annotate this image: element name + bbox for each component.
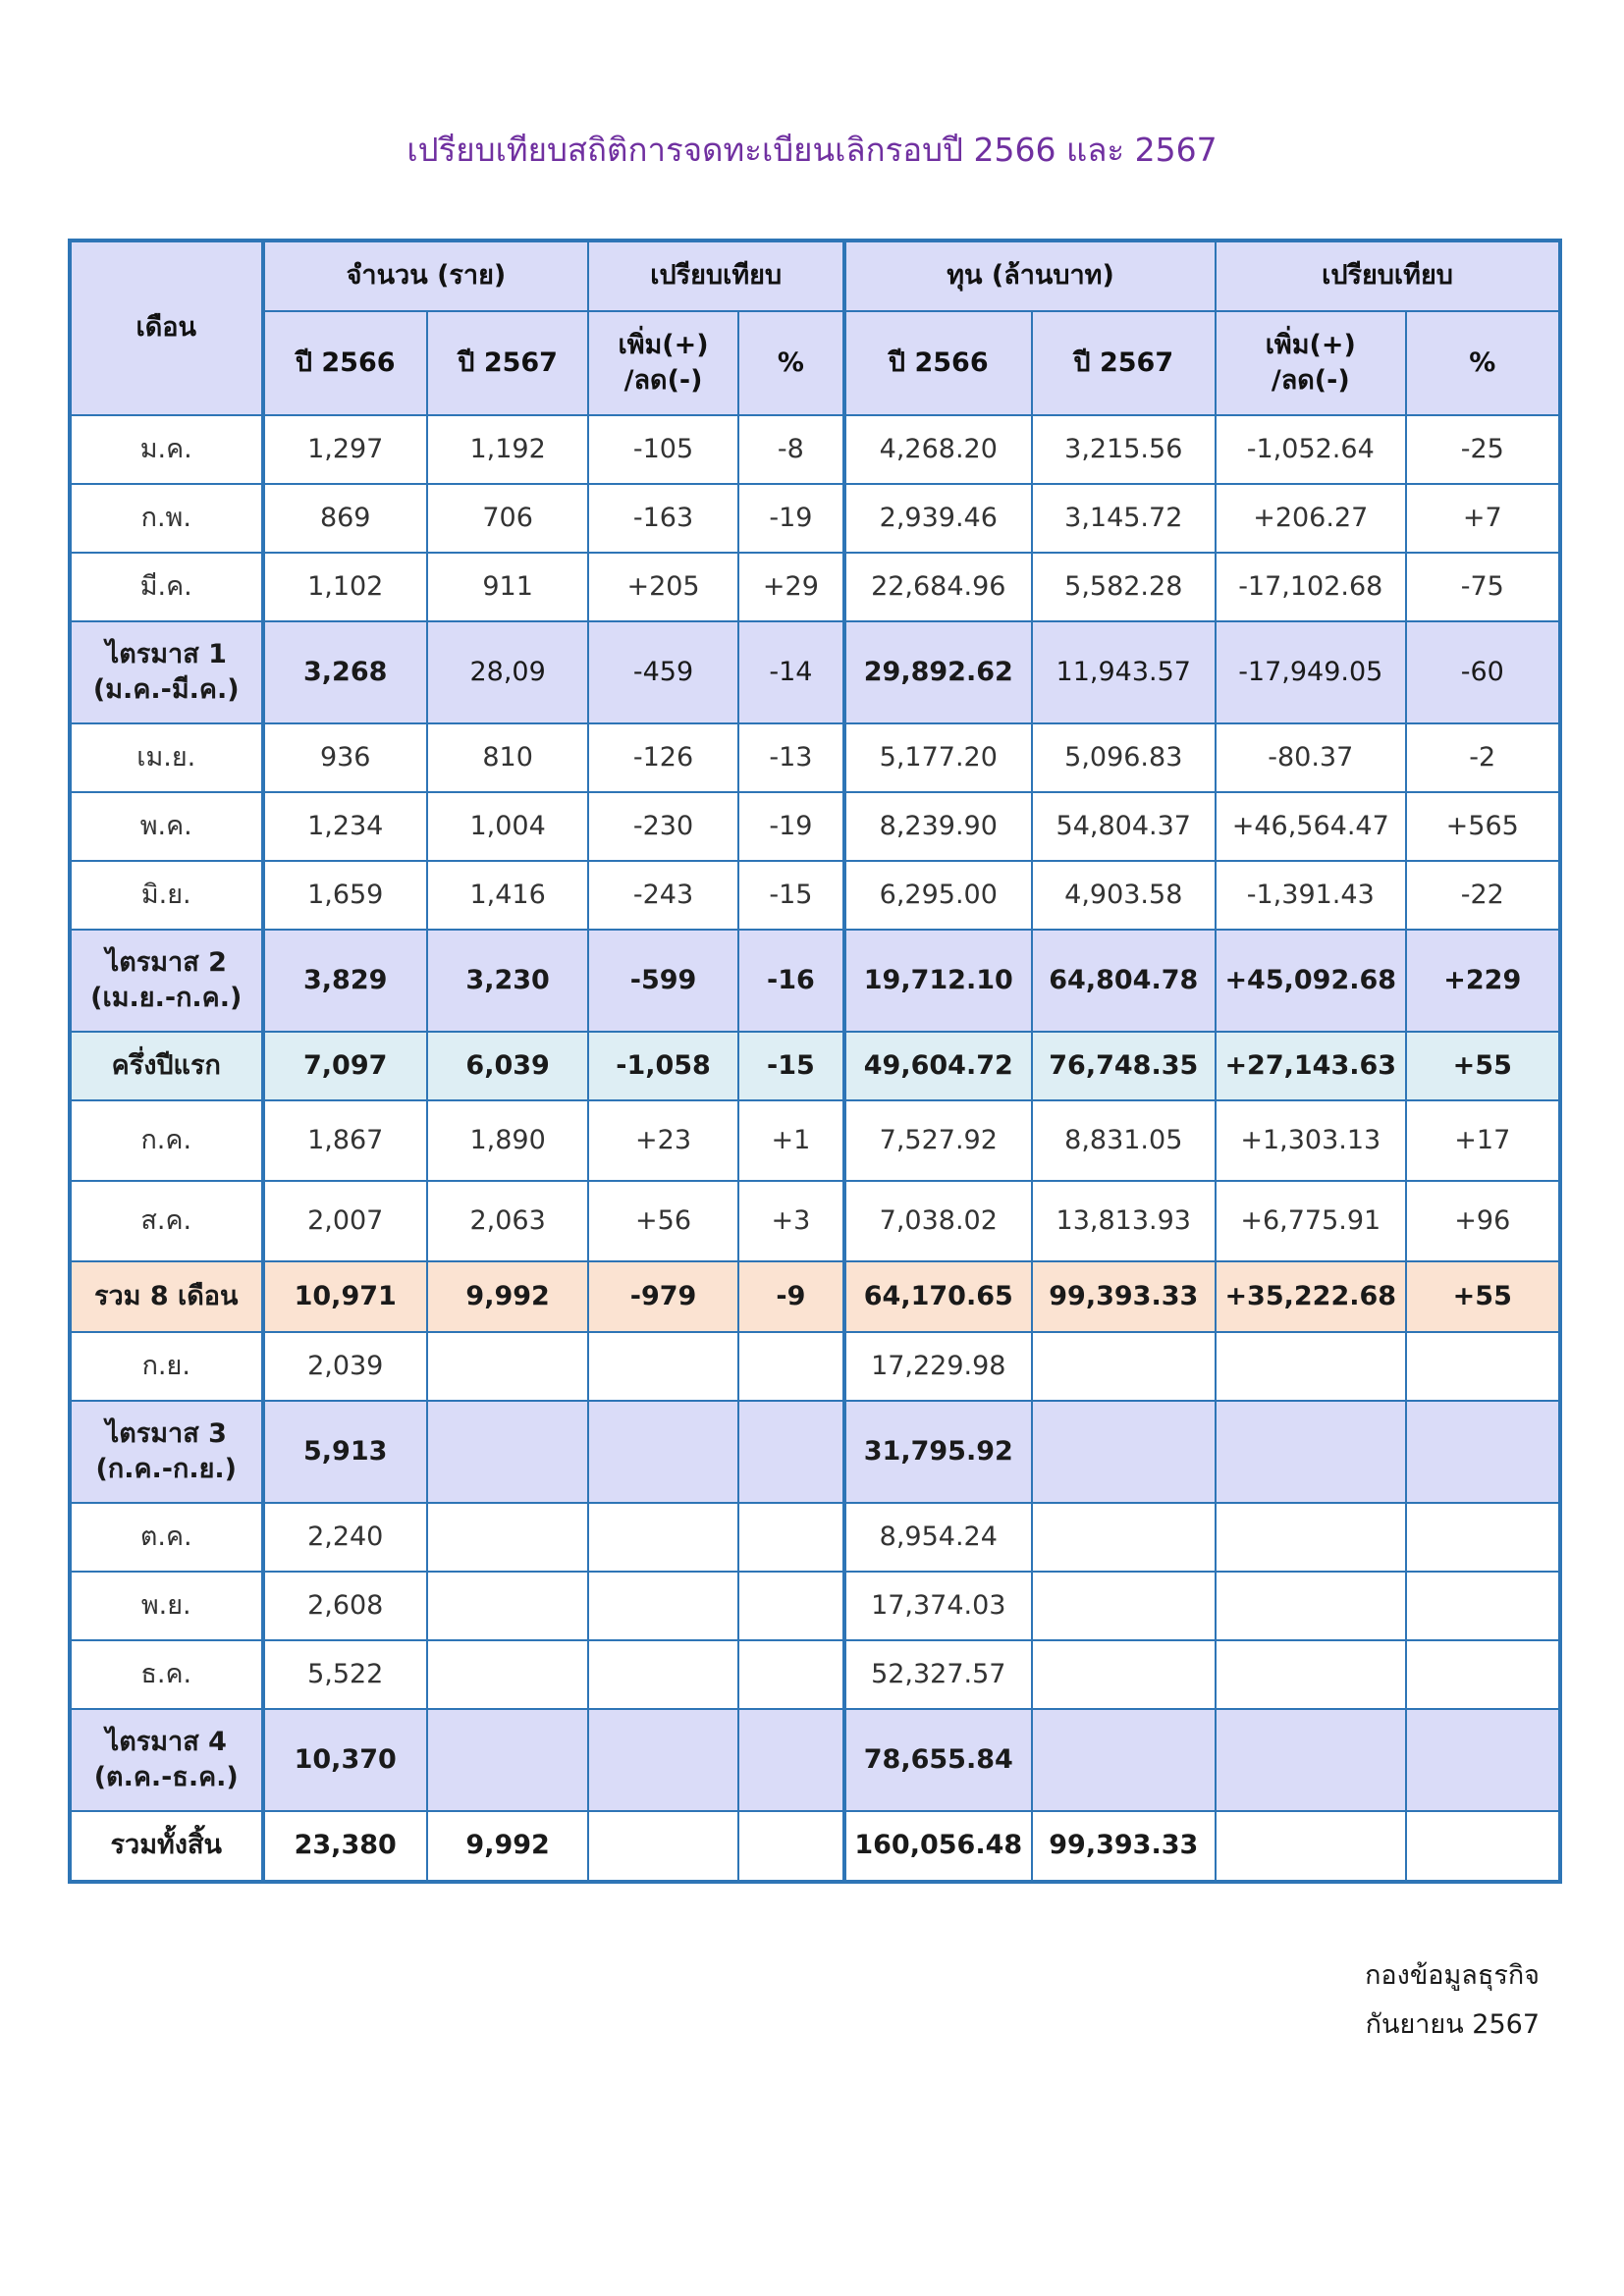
cell-capital-change: +45,092.68 — [1216, 930, 1406, 1032]
cell-count-2567: 1,004 — [427, 792, 588, 861]
cell-capital-2566: 17,374.03 — [844, 1572, 1031, 1640]
cell-count-2567 — [427, 1401, 588, 1503]
cell-count-change: -105 — [588, 415, 737, 484]
table-row — [70, 1640, 1560, 1709]
cell-capital-2567: 4,903.58 — [1032, 861, 1217, 930]
table-row — [70, 415, 1560, 484]
row-label — [70, 415, 263, 484]
header-change-line1: เพิ่ม(+) — [618, 329, 709, 360]
cell-count-2566: 5,522 — [263, 1640, 427, 1709]
header-change-line2: /ลด(-) — [623, 365, 703, 396]
cell-capital-percent — [1406, 1503, 1560, 1572]
table-row — [70, 1401, 1560, 1503]
header-change-line1: เพิ่ม(+) — [1265, 329, 1356, 360]
cell-capital-percent — [1406, 1332, 1560, 1401]
row-label-line: ธ.ค. — [140, 1658, 192, 1689]
cell-capital-percent: +55 — [1406, 1261, 1560, 1332]
row-label — [70, 1261, 263, 1332]
cell-count-percent: -13 — [738, 723, 844, 792]
header-count-change — [588, 311, 737, 415]
row-label-line: ส.ค. — [140, 1204, 192, 1236]
footer-date: กันยายน 2567 — [1365, 2009, 1540, 2040]
row-label-line: ครึ่งปีแรก — [111, 1049, 221, 1081]
row-label-line: รวมทั้งสิ้น — [110, 1830, 222, 1861]
cell-count-change: -126 — [588, 723, 737, 792]
cell-capital-2566: 29,892.62 — [844, 621, 1031, 723]
cell-capital-percent: +229 — [1406, 930, 1560, 1032]
cell-count-percent: -19 — [738, 484, 844, 553]
cell-capital-2567: 64,804.78 — [1032, 930, 1217, 1032]
cell-capital-2567: 99,393.33 — [1032, 1261, 1217, 1332]
cell-count-2566: 23,380 — [263, 1811, 427, 1882]
cell-count-percent — [738, 1503, 844, 1572]
cell-capital-2566: 31,795.92 — [844, 1401, 1031, 1503]
cell-count-change: -599 — [588, 930, 737, 1032]
cell-count-2566: 7,097 — [263, 1032, 427, 1100]
cell-capital-2567: 13,813.93 — [1032, 1181, 1217, 1261]
cell-capital-2567 — [1032, 1709, 1217, 1811]
cell-count-change: -459 — [588, 621, 737, 723]
cell-capital-percent: -60 — [1406, 621, 1560, 723]
cell-capital-2567: 8,831.05 — [1032, 1100, 1217, 1181]
cell-capital-2567 — [1032, 1572, 1217, 1640]
cell-capital-2566: 8,954.24 — [844, 1503, 1031, 1572]
header-capital-group: ทุน (ล้านบาท) — [844, 240, 1216, 311]
cell-capital-2566: 7,527.92 — [844, 1100, 1031, 1181]
cell-count-percent — [738, 1811, 844, 1882]
cell-count-2567: 9,992 — [427, 1811, 588, 1882]
cell-count-2567: 1,416 — [427, 861, 588, 930]
cell-capital-change: +206.27 — [1216, 484, 1406, 553]
cell-count-2566: 10,971 — [263, 1261, 427, 1332]
cell-capital-2567: 99,393.33 — [1032, 1811, 1217, 1882]
cell-count-percent — [738, 1709, 844, 1811]
cell-capital-percent — [1406, 1811, 1560, 1882]
row-label-line: ม.ค. — [139, 433, 192, 464]
cell-count-percent — [738, 1572, 844, 1640]
row-label — [70, 1503, 263, 1572]
row-label-sub: (ต.ค.-ธ.ค.) — [93, 1762, 239, 1792]
cell-count-2567: 6,039 — [427, 1032, 588, 1100]
cell-count-2566: 2,007 — [263, 1181, 427, 1261]
cell-capital-percent: +7 — [1406, 484, 1560, 553]
cell-count-percent — [738, 1640, 844, 1709]
row-label-line: ไตรมาส 2 — [105, 946, 227, 978]
cell-capital-percent: +565 — [1406, 792, 1560, 861]
cell-count-percent: -19 — [738, 792, 844, 861]
cell-count-2567: 28,09 — [427, 621, 588, 723]
cell-count-change: +23 — [588, 1100, 737, 1181]
cell-capital-percent: -75 — [1406, 553, 1560, 621]
cell-capital-percent: -2 — [1406, 723, 1560, 792]
cell-count-change — [588, 1572, 737, 1640]
cell-capital-change — [1216, 1572, 1406, 1640]
cell-capital-change: +35,222.68 — [1216, 1261, 1406, 1332]
cell-count-percent: +1 — [738, 1100, 844, 1181]
cell-capital-change: -1,391.43 — [1216, 861, 1406, 930]
cell-count-2566: 2,608 — [263, 1572, 427, 1640]
cell-capital-percent — [1406, 1640, 1560, 1709]
row-label-sub: (เม.ย.-ก.ค.) — [90, 983, 243, 1013]
cell-count-percent: -8 — [738, 415, 844, 484]
cell-capital-2567: 3,215.56 — [1032, 415, 1217, 484]
cell-count-change — [588, 1811, 737, 1882]
row-label-line: ไตรมาส 4 — [105, 1726, 227, 1757]
cell-count-2566: 1,234 — [263, 792, 427, 861]
cell-capital-percent — [1406, 1401, 1560, 1503]
row-label — [70, 1709, 263, 1811]
cell-capital-percent — [1406, 1572, 1560, 1640]
row-label-line: มี.ค. — [139, 570, 192, 602]
cell-capital-change — [1216, 1401, 1406, 1503]
cell-capital-2566: 22,684.96 — [844, 553, 1031, 621]
header-count-group: จำนวน (ราย) — [263, 240, 589, 311]
cell-count-2567 — [427, 1709, 588, 1811]
cell-count-change: -230 — [588, 792, 737, 861]
footer-department: กองข้อมูลธุรกิจ — [1365, 1960, 1540, 1991]
page-title: เปรียบเทียบสถิติการจดทะเบียนเลิกรอบปี 2566 และ 2567 — [406, 131, 1218, 169]
table-row — [70, 1572, 1560, 1640]
cell-capital-2566: 160,056.48 — [844, 1811, 1031, 1882]
table-row — [70, 930, 1560, 1032]
cell-capital-change: -17,949.05 — [1216, 621, 1406, 723]
cell-capital-percent: -22 — [1406, 861, 1560, 930]
cell-count-2566: 2,039 — [263, 1332, 427, 1401]
cell-capital-change: -1,052.64 — [1216, 415, 1406, 484]
cell-count-change: -1,058 — [588, 1032, 737, 1100]
table-row — [70, 1032, 1560, 1100]
cell-capital-2566: 5,177.20 — [844, 723, 1031, 792]
header-compare-count: เปรียบเทียบ — [588, 240, 844, 311]
cell-capital-2566: 19,712.10 — [844, 930, 1031, 1032]
row-label-line: ก.ค. — [140, 1124, 192, 1155]
header-change-line2: /ลด(-) — [1271, 365, 1350, 396]
cell-capital-change — [1216, 1503, 1406, 1572]
table-row — [70, 1181, 1560, 1261]
cell-count-change — [588, 1709, 737, 1811]
row-label-line: ก.พ. — [140, 502, 191, 533]
row-label — [70, 1572, 263, 1640]
cell-count-change — [588, 1332, 737, 1401]
cell-count-change: +205 — [588, 553, 737, 621]
cell-count-change: -243 — [588, 861, 737, 930]
cell-count-2566: 3,268 — [263, 621, 427, 723]
cell-capital-2566: 6,295.00 — [844, 861, 1031, 930]
cell-count-2567 — [427, 1572, 588, 1640]
cell-capital-2566: 49,604.72 — [844, 1032, 1031, 1100]
cell-count-2566: 1,102 — [263, 553, 427, 621]
cell-count-2567 — [427, 1640, 588, 1709]
row-label — [70, 1100, 263, 1181]
cell-count-2566: 10,370 — [263, 1709, 427, 1811]
table-row — [70, 1709, 1560, 1811]
table-row — [70, 1100, 1560, 1181]
cell-count-percent — [738, 1401, 844, 1503]
header-count-2567: ปี 2567 — [427, 311, 588, 415]
cell-count-2567: 810 — [427, 723, 588, 792]
cell-capital-change: +1,303.13 — [1216, 1100, 1406, 1181]
cell-capital-change: +6,775.91 — [1216, 1181, 1406, 1261]
cell-capital-2567: 11,943.57 — [1032, 621, 1217, 723]
cell-capital-change — [1216, 1332, 1406, 1401]
row-label-line: มิ.ย. — [140, 879, 191, 910]
cell-capital-2566: 17,229.98 — [844, 1332, 1031, 1401]
row-label — [70, 1401, 263, 1503]
row-label — [70, 553, 263, 621]
cell-capital-2567: 54,804.37 — [1032, 792, 1217, 861]
cell-capital-2566: 52,327.57 — [844, 1640, 1031, 1709]
cell-count-2566: 1,867 — [263, 1100, 427, 1181]
cell-capital-percent: +55 — [1406, 1032, 1560, 1100]
cell-count-2566: 936 — [263, 723, 427, 792]
cell-count-2566: 3,829 — [263, 930, 427, 1032]
cell-capital-change: -17,102.68 — [1216, 553, 1406, 621]
cell-count-2566: 869 — [263, 484, 427, 553]
cell-count-2566: 2,240 — [263, 1503, 427, 1572]
cell-count-2567 — [427, 1332, 588, 1401]
cell-capital-change — [1216, 1811, 1406, 1882]
table-row — [70, 1811, 1560, 1882]
table-body — [70, 415, 1560, 1882]
table-row — [70, 792, 1560, 861]
cell-capital-2567 — [1032, 1503, 1217, 1572]
cell-count-percent: -15 — [738, 1032, 844, 1100]
row-label-sub: (ก.ค.-ก.ย.) — [95, 1454, 237, 1484]
row-label — [70, 1181, 263, 1261]
header-capital-change — [1216, 311, 1406, 415]
cell-capital-percent: -25 — [1406, 415, 1560, 484]
header-count-2566: ปี 2566 — [263, 311, 427, 415]
table-row — [70, 484, 1560, 553]
row-label-line: ต.ค. — [139, 1521, 192, 1552]
cell-capital-change — [1216, 1640, 1406, 1709]
cell-count-percent: -15 — [738, 861, 844, 930]
cell-capital-2567 — [1032, 1640, 1217, 1709]
table-row — [70, 621, 1560, 723]
cell-capital-2567: 5,096.83 — [1032, 723, 1217, 792]
cell-count-2567: 1,890 — [427, 1100, 588, 1181]
cell-capital-2566: 8,239.90 — [844, 792, 1031, 861]
statistics-table — [68, 239, 1562, 1884]
cell-count-change: -163 — [588, 484, 737, 553]
row-label — [70, 930, 263, 1032]
header-month: เดือน — [70, 240, 263, 415]
header-count-percent: % — [738, 311, 844, 415]
table-row — [70, 1332, 1560, 1401]
row-label-line: ไตรมาส 1 — [105, 638, 227, 669]
cell-count-2567: 9,992 — [427, 1261, 588, 1332]
cell-count-2566: 1,659 — [263, 861, 427, 930]
cell-capital-2566: 78,655.84 — [844, 1709, 1031, 1811]
cell-capital-2566: 7,038.02 — [844, 1181, 1031, 1261]
cell-capital-2566: 4,268.20 — [844, 415, 1031, 484]
cell-count-percent: +29 — [738, 553, 844, 621]
row-label — [70, 792, 263, 861]
row-label — [70, 1332, 263, 1401]
cell-count-percent: -9 — [738, 1261, 844, 1332]
row-label — [70, 484, 263, 553]
row-label — [70, 1811, 263, 1882]
table-row — [70, 723, 1560, 792]
cell-capital-2566: 2,939.46 — [844, 484, 1031, 553]
cell-count-change: +56 — [588, 1181, 737, 1261]
cell-capital-percent — [1406, 1709, 1560, 1811]
row-label-sub: (ม.ค.-มี.ค.) — [92, 674, 240, 705]
cell-capital-2567: 5,582.28 — [1032, 553, 1217, 621]
cell-capital-change: -80.37 — [1216, 723, 1406, 792]
cell-count-percent — [738, 1332, 844, 1401]
cell-count-change: -979 — [588, 1261, 737, 1332]
cell-count-2566: 5,913 — [263, 1401, 427, 1503]
cell-capital-change: +46,564.47 — [1216, 792, 1406, 861]
cell-count-change — [588, 1401, 737, 1503]
header-capital-2567: ปี 2567 — [1032, 311, 1217, 415]
cell-count-percent: -16 — [738, 930, 844, 1032]
cell-capital-change: +27,143.63 — [1216, 1032, 1406, 1100]
header-capital-percent: % — [1406, 311, 1560, 415]
row-label — [70, 621, 263, 723]
cell-capital-2567: 3,145.72 — [1032, 484, 1217, 553]
table-row — [70, 861, 1560, 930]
cell-count-2567: 2,063 — [427, 1181, 588, 1261]
cell-capital-2567 — [1032, 1401, 1217, 1503]
cell-count-percent: -14 — [738, 621, 844, 723]
cell-capital-percent: +96 — [1406, 1181, 1560, 1261]
cell-count-2567: 911 — [427, 553, 588, 621]
row-label-line: ก.ย. — [141, 1350, 190, 1381]
cell-count-change — [588, 1503, 737, 1572]
cell-count-percent: +3 — [738, 1181, 844, 1261]
row-label — [70, 861, 263, 930]
cell-count-2567: 3,230 — [427, 930, 588, 1032]
cell-count-2567: 706 — [427, 484, 588, 553]
cell-count-change — [588, 1640, 737, 1709]
row-label-line: เม.ย. — [136, 741, 196, 773]
row-label-line: พ.ย. — [140, 1589, 191, 1621]
row-label-line: ไตรมาส 3 — [105, 1417, 227, 1449]
row-label-line: พ.ค. — [139, 810, 192, 841]
cell-capital-2566: 64,170.65 — [844, 1261, 1031, 1332]
table-row — [70, 1503, 1560, 1572]
table-row — [70, 553, 1560, 621]
row-label — [70, 723, 263, 792]
row-label-line: รวม 8 เดือน — [94, 1280, 239, 1311]
cell-count-2567 — [427, 1503, 588, 1572]
cell-capital-2567 — [1032, 1332, 1217, 1401]
cell-count-2566: 1,297 — [263, 415, 427, 484]
cell-capital-change — [1216, 1709, 1406, 1811]
header-compare-capital: เปรียบเทียบ — [1216, 240, 1560, 311]
table-row — [70, 1261, 1560, 1332]
header-capital-2566: ปี 2566 — [844, 311, 1031, 415]
row-label — [70, 1640, 263, 1709]
cell-count-2567: 1,192 — [427, 415, 588, 484]
row-label — [70, 1032, 263, 1100]
cell-capital-2567: 76,748.35 — [1032, 1032, 1217, 1100]
cell-capital-percent: +17 — [1406, 1100, 1560, 1181]
